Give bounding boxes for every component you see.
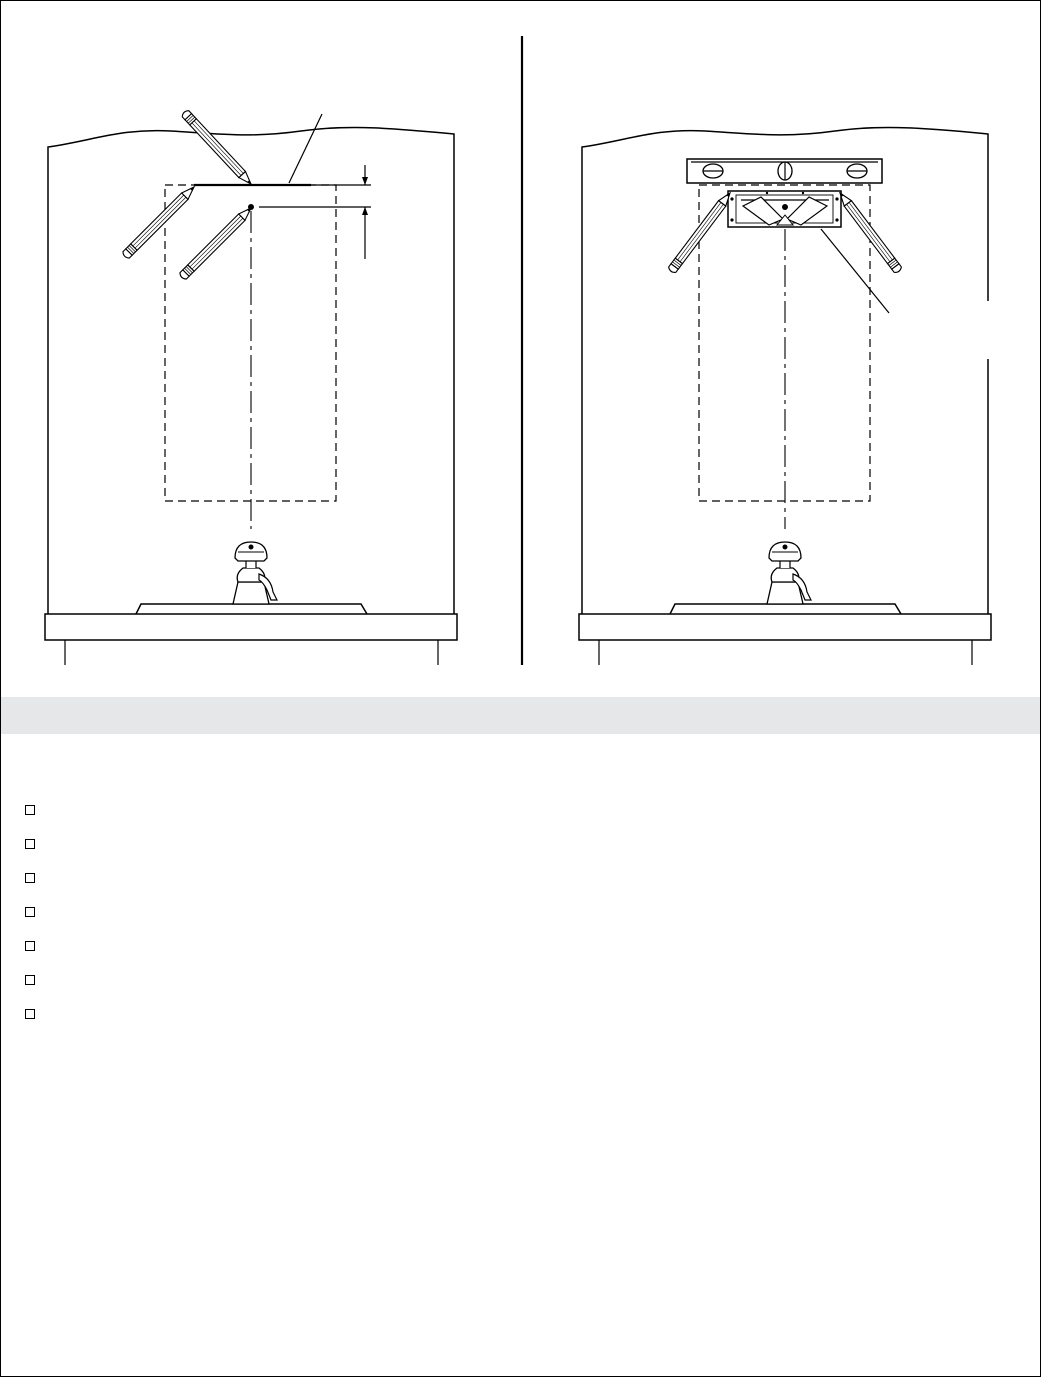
left-countertop <box>45 614 457 640</box>
mounting-bracket-icon <box>728 191 841 227</box>
checklist-item <box>25 903 1025 937</box>
checklist-item <box>25 971 1025 1005</box>
level-icon <box>687 159 882 183</box>
checkbox-icon[interactable] <box>25 941 35 951</box>
checklist-item <box>25 835 1025 869</box>
left-figure <box>45 109 457 665</box>
checkbox-icon[interactable] <box>25 907 35 917</box>
checklist-item <box>25 801 1025 835</box>
checkbox-icon[interactable] <box>25 839 35 849</box>
checklist-item <box>25 1005 1025 1039</box>
section-header-bar <box>1 697 1040 734</box>
right-figure <box>579 128 991 665</box>
left-leader-line <box>289 114 322 183</box>
checklist-item <box>25 869 1025 903</box>
checkbox-icon[interactable] <box>25 873 35 883</box>
right-sink <box>670 604 901 614</box>
pencil-icon <box>122 184 198 260</box>
pencil-icon <box>181 109 254 187</box>
left-sink <box>136 604 367 614</box>
faucet-icon <box>767 542 811 604</box>
pencil-icon <box>179 205 255 281</box>
right-countertop <box>579 614 991 640</box>
checkbox-icon[interactable] <box>25 1009 35 1019</box>
pencil-icon <box>667 190 733 274</box>
checkbox-icon[interactable] <box>25 805 35 815</box>
step-checklist <box>25 801 1025 1039</box>
faucet-icon <box>233 542 277 604</box>
installation-illustration <box>1 1 1040 697</box>
checklist-item <box>25 937 1025 971</box>
checkbox-icon[interactable] <box>25 975 35 985</box>
